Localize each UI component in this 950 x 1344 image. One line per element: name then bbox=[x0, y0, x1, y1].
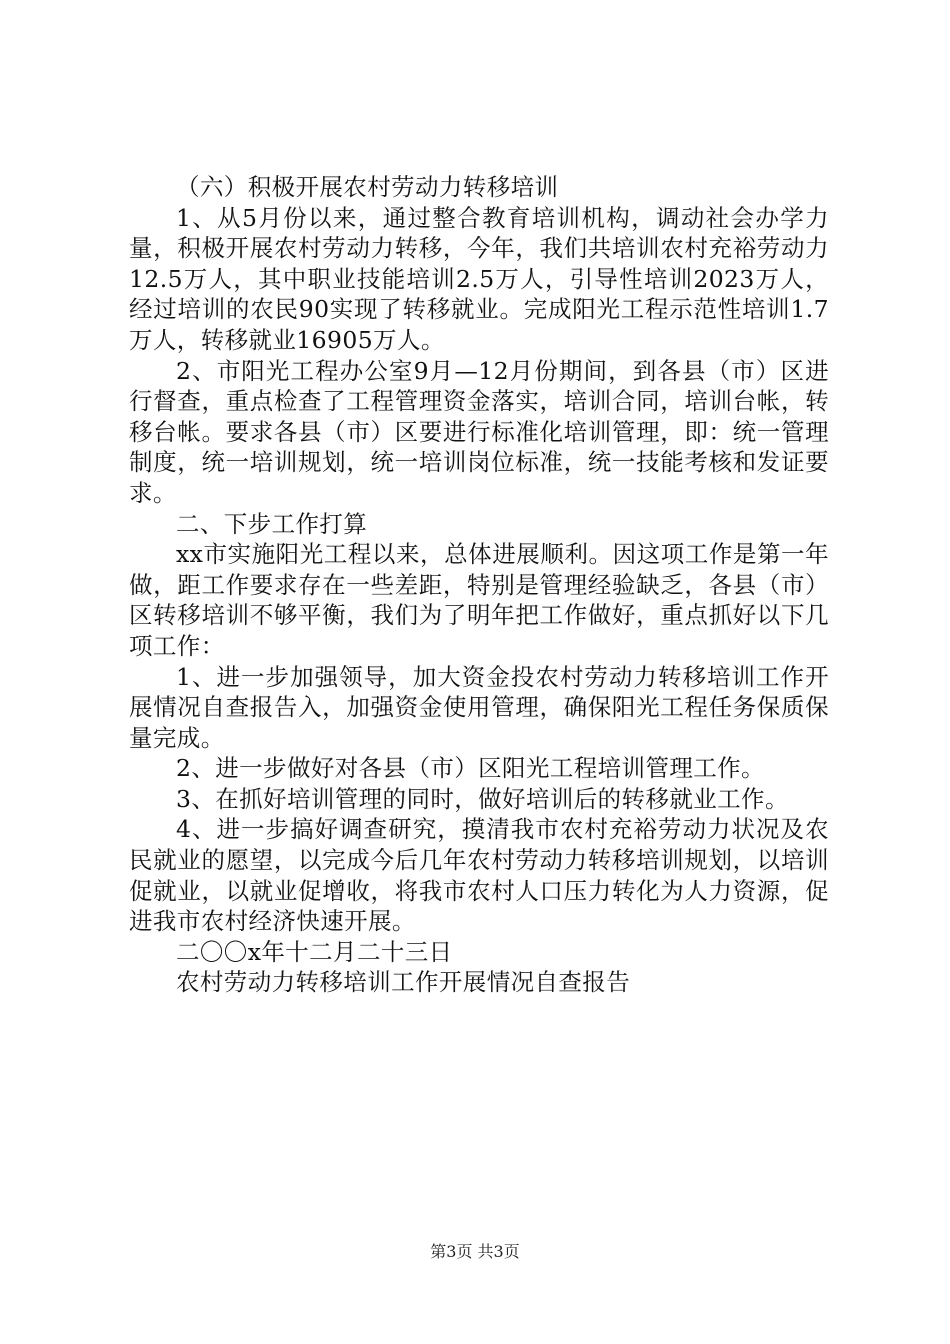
document-title-line: 农村劳动力转移培训工作开展情况自查报告 bbox=[176, 968, 631, 997]
plan-item-3: 3、在抓好培训管理的同时，做好培训后的转移就业工作。 bbox=[176, 784, 789, 813]
paragraph-item-2: 2、市阳光工程办公室9月—12月份期间，到各县（市）区进行督查，重点检查了工程管理资金落实，培训合同，培训台帐，转移台帐。要求各县（市）区要进行标准化培训管理，即：统一管理制度，统一培训规划，统一培训岗位标准，统一技能考核和发证要求。 bbox=[129, 356, 829, 507]
plan-item-1: 1、进一步加强领导，加大资金投农村劳动力转移培训工作开展情况自查报告入，加强资金使用管理，确保阳光工程任务保质保量完成。 bbox=[129, 662, 829, 752]
document-date: 二〇〇x年十二月二十三日 bbox=[176, 937, 453, 966]
plan-item-4: 4、进一步搞好调查研究，摸清我市农村充裕劳动力状况及农民就业的愿望，以完成今后几年农村劳动力转移培训规划，以培训促就业，以就业促增收，将我市农村人口压力转化为人力资源，促进我市农村经济快速开展。 bbox=[129, 815, 829, 936]
plan-item-2: 2、进一步做好对各县（市）区阳光工程培训管理工作。 bbox=[176, 754, 765, 783]
section-heading-training: （六）积极开展农村劳动力转移培训 bbox=[176, 173, 559, 201]
section-heading-next-steps: 二、下步工作打算 bbox=[176, 509, 368, 538]
document-body bbox=[129, 172, 829, 998]
paragraph-item-1: 1、从5月份以来，通过整合教育培训机构，调动社会办学力量，积极开展农村劳动力转移，今年，我们共培训农村充裕劳动力12.5万人，其中职业技能培训2.5万人，引导性培训2023万人，经过培训的农民90实现了转移就业。完成阳光工程示范性培训1.7万人，转移就业16905万人。 bbox=[129, 203, 829, 354]
page-number-footer: 第3页 共3页 bbox=[430, 1242, 520, 1261]
paragraph-overview: xx市实施阳光工程以来，总体进展顺利。因这项工作是第一年做，距工作要求存在一些差距，特别是管理经验缺乏，各县（市）区转移培训不够平衡，我们为了明年把工作做好，重点抓好以下几项工作： bbox=[129, 540, 829, 660]
